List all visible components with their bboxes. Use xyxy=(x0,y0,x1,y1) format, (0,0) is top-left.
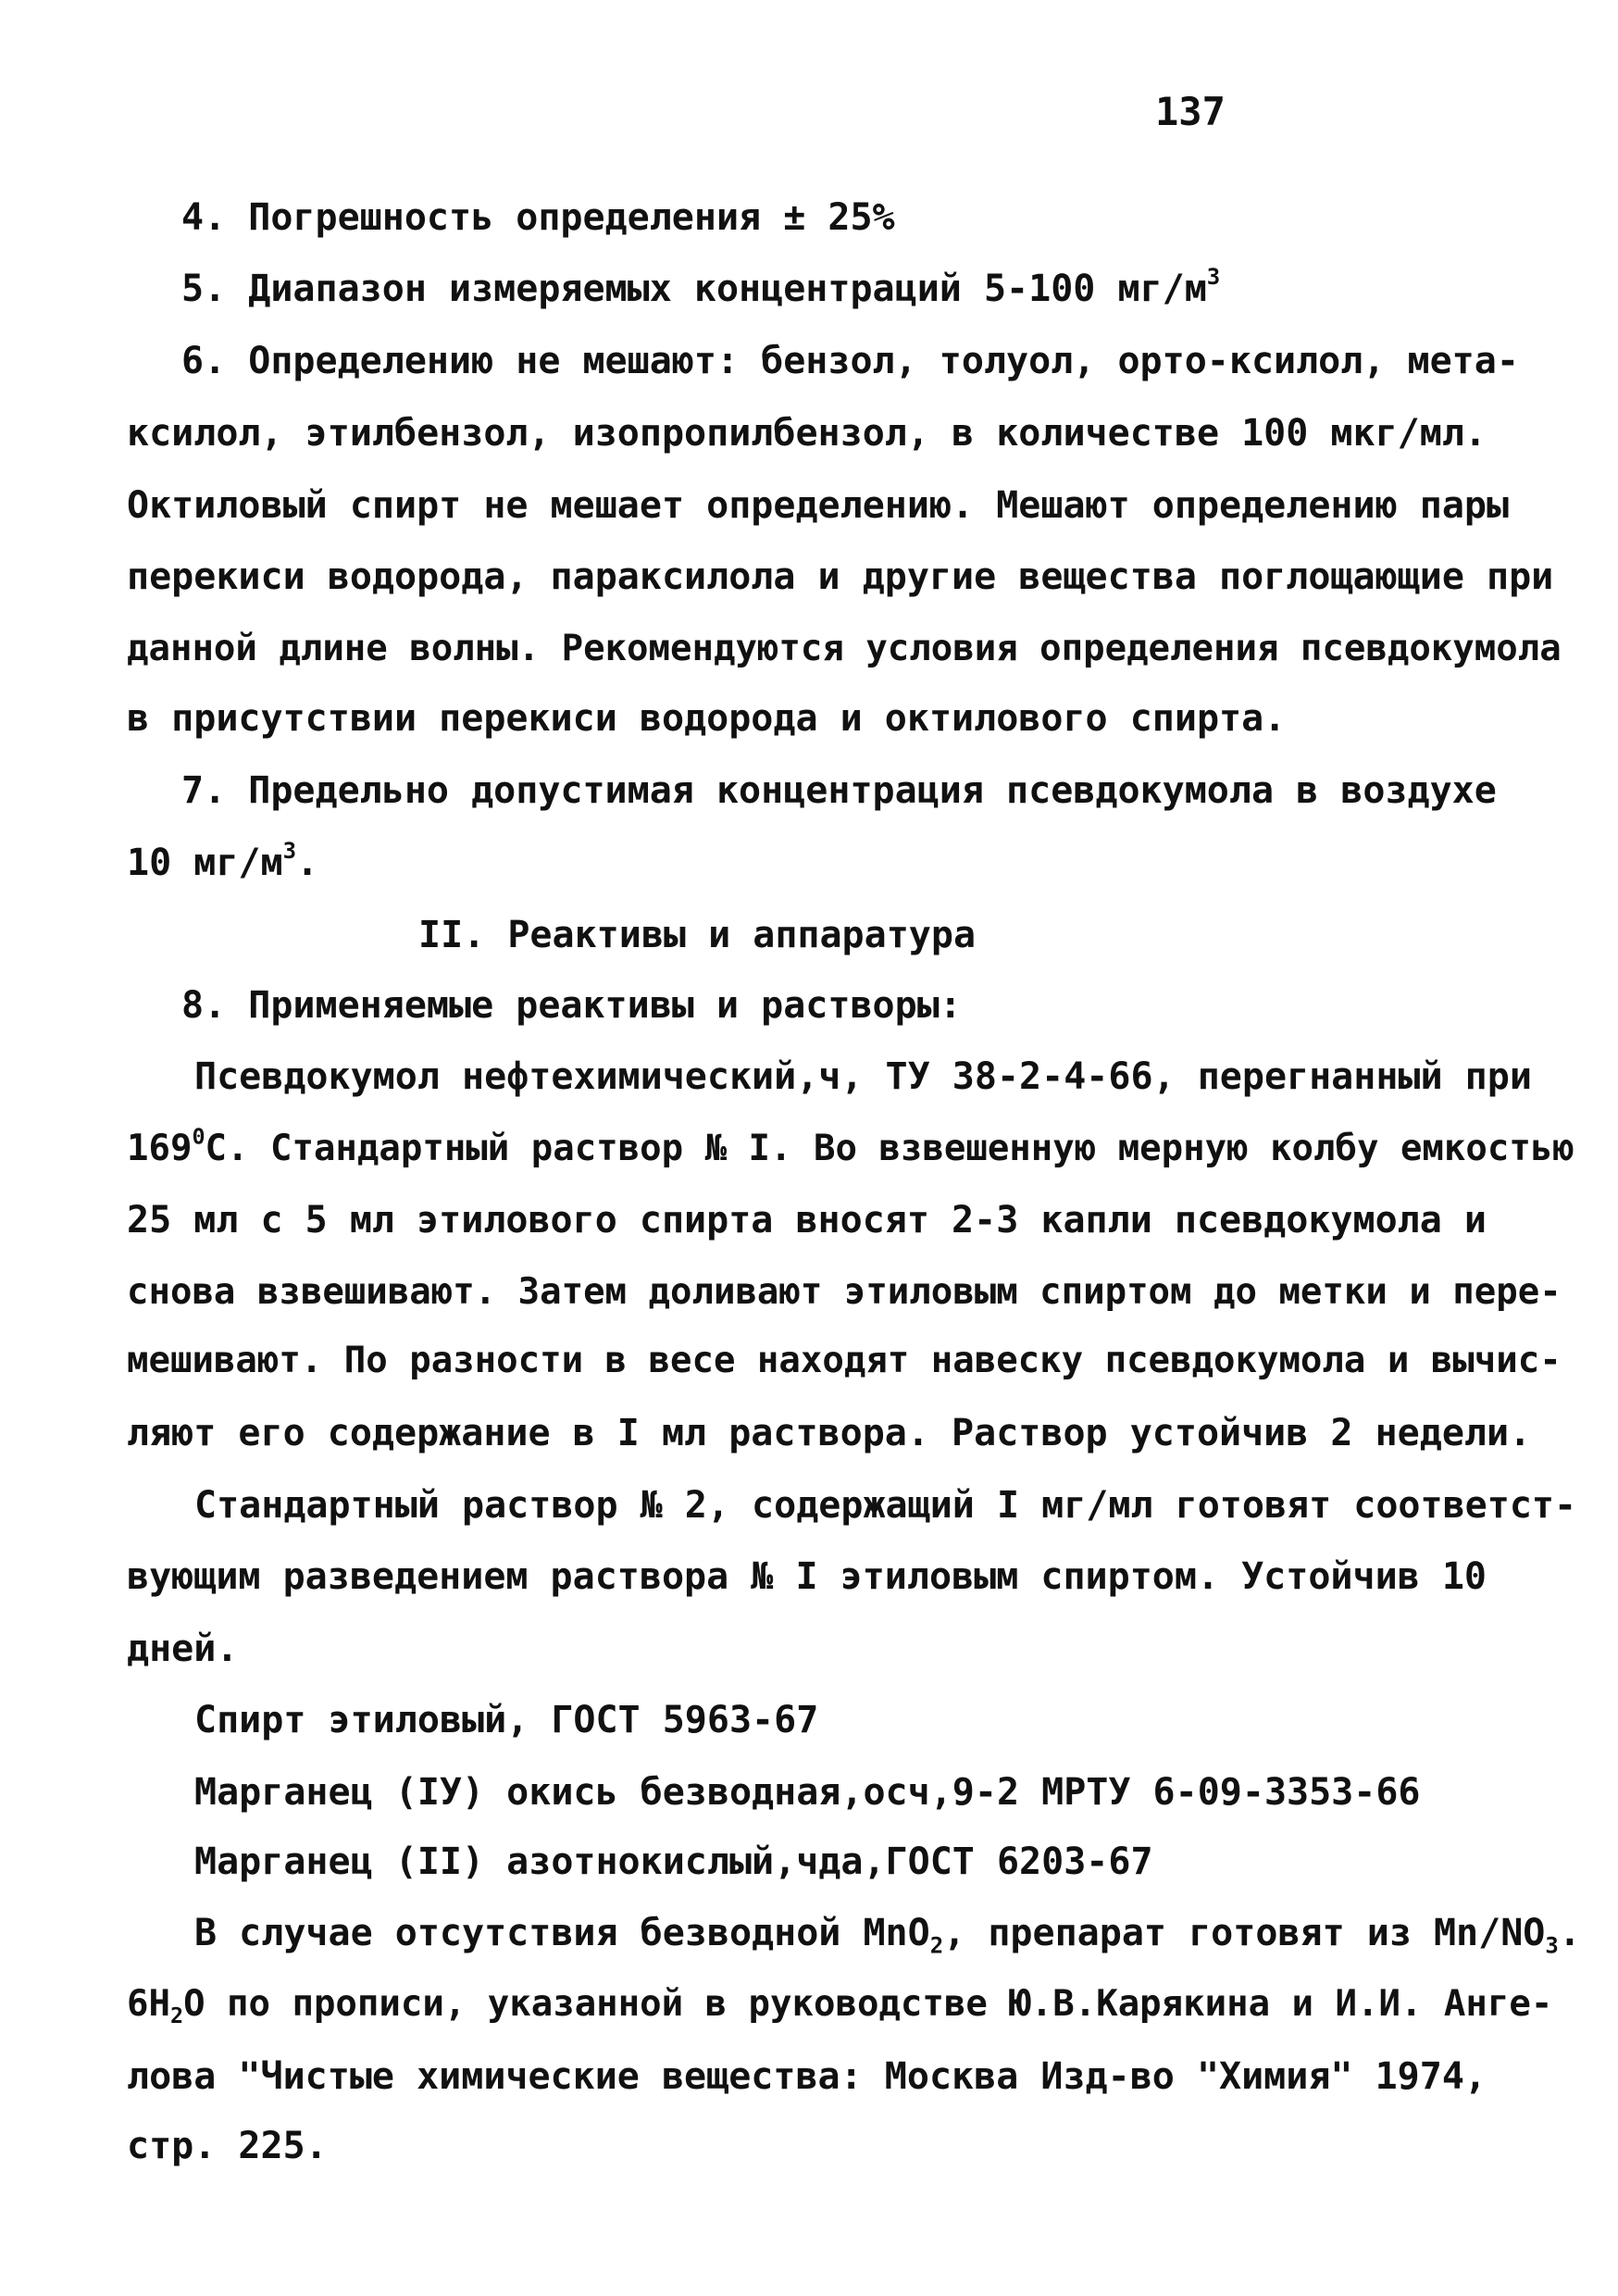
preparation-text-b: , препарат готовят из Mn/NO xyxy=(943,1912,1546,1954)
reagent-pseudocumene-line-2 xyxy=(127,1123,1574,1169)
reagent-ethanol: Спирт этиловый, ГОСТ 5963-67 xyxy=(194,1699,819,1741)
water-sub: 2 xyxy=(169,2003,184,2029)
item-6-line-6: в присутствии перекиси водорода и октилового спирта. xyxy=(127,697,1287,740)
item-4-error: 4. Погрешность определения ± 25% xyxy=(181,196,895,239)
item-7-end: . xyxy=(296,842,319,884)
reagent-pseudocumene-line-5: мешивают. По разности в весе находят навеску псевдокумола и вычис- xyxy=(127,1340,1562,1381)
preparation-line-2-text: O по прописи, указанной в руководстве Ю.В.Карякина и И.И. Анге- xyxy=(183,1983,1553,2025)
preparation-text-a: В случае отсутствия безводной MnO xyxy=(194,1912,930,1954)
item-6-line-4: перекиси водорода, параксилола и другие вещества поглощающие при xyxy=(127,555,1554,598)
item-5-range xyxy=(181,264,1221,310)
reagent-pseudocumene-line-4: снова взвешивают. Затем доливают этиловым спиртом до метки и пере- xyxy=(127,1271,1562,1313)
item-7-sup: 3 xyxy=(282,838,297,864)
section-2-heading: II. Реактивы и аппаратура xyxy=(418,914,977,956)
reagent-manganese-oxide: Марганец (IУ) окись безводная,осч,9-2 МРТУ 6-09-3353-66 xyxy=(194,1771,1421,1814)
preparation-line-4: стр. 225. xyxy=(127,2125,328,2167)
reagent-pseudocumene-line-1: Псевдокумол нефтехимический,ч, ТУ 38-2-4-66, перегнанный при xyxy=(194,1055,1532,1098)
item-7-value: 10 мг/м xyxy=(127,842,283,884)
preparation-line-1 xyxy=(194,1912,1581,1959)
reagent-pseudocumene-line-3: 25 мл с 5 мл этилового спирта вносят 2-3 капли псевдокумола и xyxy=(127,1199,1487,1242)
item-5-sup: 3 xyxy=(1206,264,1221,290)
no3-sub: 3 xyxy=(1545,1932,1559,1959)
item-6-line-3: Октиловый спирт не мешает определению. Мешают определению пары xyxy=(127,484,1510,527)
water-formula-a: 6H xyxy=(127,1983,170,2025)
standard-solution-2-line-1: Стандартный раствор № 2, содержащий I мг/мл готовят соответст- xyxy=(194,1484,1577,1527)
item-6-line-2: ксилол, этилбензол, изопропилбензол, в количестве 100 мкг/мл. xyxy=(127,412,1487,455)
standard-solution-2-line-3: дней. xyxy=(127,1628,239,1670)
reagent-pseudocumene-line-6: ляют его содержание в I мл раствора. Раствор устойчив 2 недели. xyxy=(127,1412,1532,1454)
item-5-text: 5. Диапазон измеряемых концентраций 5-100 мг/м xyxy=(181,268,1207,310)
item-8-heading: 8. Применяемые реактивы и растворы: xyxy=(181,984,962,1027)
standard-solution-2-line-2: вующим разведением раствора № I этиловым спиртом. Устойчив 10 xyxy=(127,1555,1487,1598)
boiling-temp: 169 xyxy=(127,1128,193,1169)
degree-sup: 0 xyxy=(192,1123,205,1150)
preparation-line-2 xyxy=(127,1983,1553,2029)
item-6-line-5: данной длине волны. Рекомендуются условия определения псевдокумола xyxy=(127,628,1562,669)
page-number: 137 xyxy=(1155,89,1226,134)
mno2-sub: 2 xyxy=(929,1932,944,1959)
preparation-line-3: лова "Чистые химические вещества: Москва Изд-во "Химия" 1974, xyxy=(127,2055,1487,2098)
item-7-line-1: 7. Предельно допустимая концентрация псевдокумола в воздухе xyxy=(181,769,1497,812)
standard-solution-1-text: C. Стандартный раствор № I. Во взвешенную мерную колбу емкостью xyxy=(205,1128,1574,1169)
preparation-text-c: . xyxy=(1558,1912,1581,1954)
item-6-line-1: 6. Определению не мешают: бензол, толуол, орто-ксилол, мета- xyxy=(181,340,1519,382)
item-7-line-2 xyxy=(127,838,319,884)
reagent-manganese-nitrate: Марганец (II) азотнокислый,чда,ГОСТ 6203-67 xyxy=(194,1841,1153,1883)
